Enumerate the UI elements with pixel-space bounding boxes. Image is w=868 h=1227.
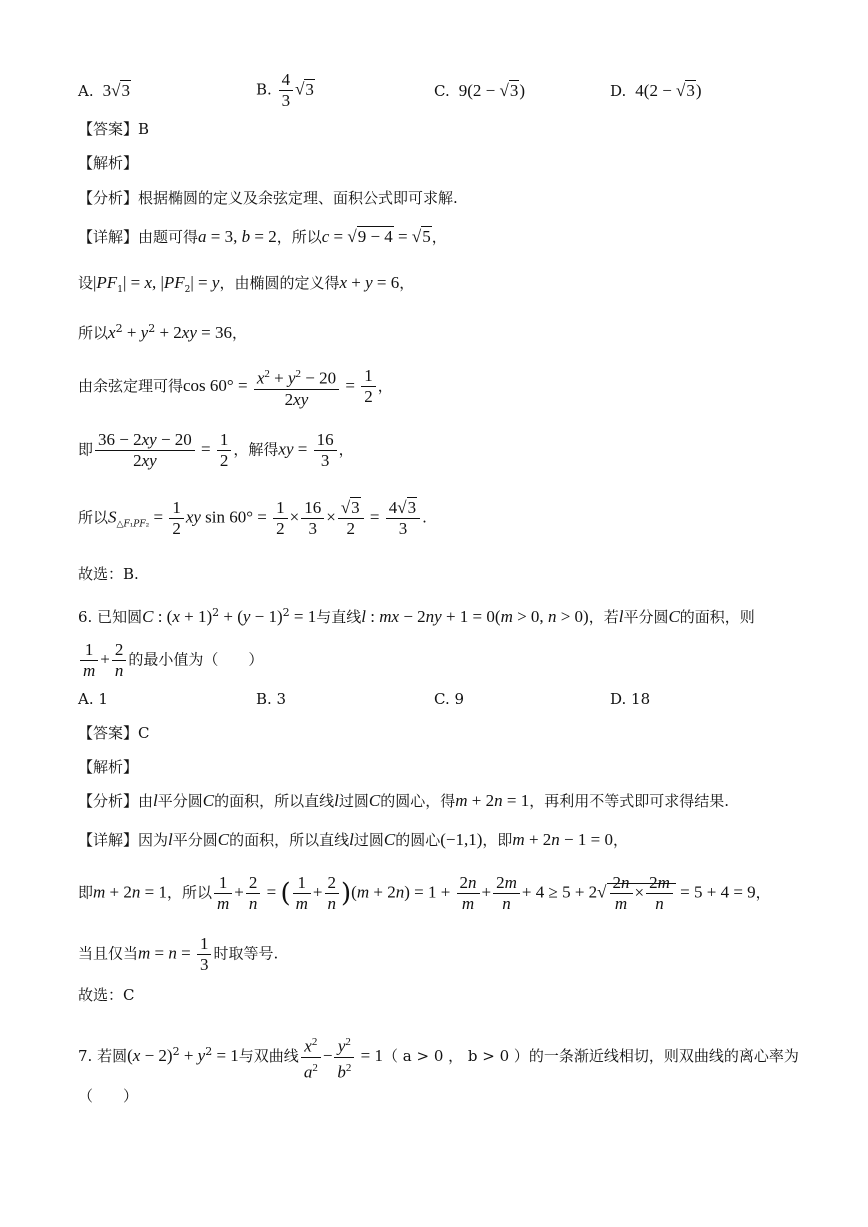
text: ，由椭圆的定义得 <box>219 274 340 292</box>
text: 【分析】由 <box>78 792 154 810</box>
q6-guxuan: 故选：C <box>78 986 135 1004</box>
text: ，所以 <box>166 883 212 902</box>
q6-option-a: A. 1 <box>78 690 108 708</box>
q6-equality: 当且仅当m = n = $\frac{1}{3}$ 时取等号. <box>78 934 279 974</box>
text: 的圆心 <box>395 831 441 849</box>
q6-stem-line2: $\frac{1}{m}$ + $\frac{2}{n}$ 的最小值为（ ） <box>78 640 263 681</box>
text: 【详解】因为 <box>78 831 169 849</box>
text: ，若 <box>588 608 619 626</box>
q5-fenxi: 【分析】根据椭圆的定义及余弦定理、面积公式即可求解. <box>78 189 458 207</box>
text: 7. 若圆 <box>78 1047 128 1066</box>
q7-stem: 7. 若圆$(x - 2)^2 + y^2 = 1$与双曲线 $\frac{x^2}{a^2}$ − $\frac{y^2}{b^2}$ = 1（ a > 0 ， b > 0 ）的一条渐近线相切，则双曲线的离心率为 <box>78 1032 799 1082</box>
text: 由余弦定理可得 <box>78 376 184 395</box>
q7-paren: （ ） <box>78 1087 139 1105</box>
q5-option-a: A. 3√3 <box>78 81 130 100</box>
text: 平分圆 <box>623 608 669 626</box>
option-letter: C. <box>434 82 450 100</box>
option-letter: B. <box>256 80 272 99</box>
text: 的圆心，得 <box>380 792 456 810</box>
q6-jiexi: 【解析】 <box>78 758 139 776</box>
q6-option-c: C. 9 <box>434 690 465 708</box>
q5-square: 所以$x^2 + y^2 + 2xy = 36$， <box>78 322 247 342</box>
text: ，再利用不等式即可求得结果. <box>529 792 729 810</box>
q5-jiexi: 【解析】 <box>78 154 139 172</box>
text: 所以 <box>78 324 109 342</box>
q5-solve: 即 $\frac{36 - 2xy - 20}{2xy}$ = $\frac{1}{2}$ ，解得xy = $\frac{16}{3}$ ， <box>78 430 354 470</box>
q6-fenxi: 【分析】由l平分圆C的面积，所以直线l过圆C的圆心，得m + 2n = 1，再利用不等式即可求得结果. <box>78 791 729 810</box>
q5-cosine: 由余弦定理可得cos 60° = $\frac{x^2 + y^2 - 20}{2xy}$ = $\frac{1}{2}$ ， <box>78 364 393 410</box>
q5-guxuan: 故选：B. <box>78 565 139 583</box>
text: ，解得 <box>233 440 279 459</box>
text: 即 <box>78 883 94 902</box>
q5-option-c: C. 9(2 − √3) <box>434 81 526 100</box>
text: 所以 <box>78 508 109 527</box>
text: 与直线 <box>316 608 362 626</box>
text: 平分圆 <box>157 792 203 810</box>
q6-option-d: D. 18 <box>610 690 651 708</box>
option-letter: A. <box>78 82 94 100</box>
text: 的面积，则 <box>679 608 755 626</box>
text: 的面积，所以直线 <box>214 792 335 810</box>
q5-area: 所以$S_{\triangle F_1PF_2}$ = $\frac{1}{2}$ xy sin 60° = $\frac{1}{2}$ × $\frac{16}{3}$ × $\frac{√3}{2}$ = $\frac{4√3}{3}$ . <box>78 498 427 538</box>
text: 与双曲线 <box>238 1047 299 1066</box>
option-letter: D. <box>610 82 627 100</box>
q5-xiangjie: 【详解】由题可得a = 3, b = 2，所以c = √9 − 4 = √5， <box>78 227 447 246</box>
text: 当且仅当 <box>78 944 139 963</box>
text: 的面积，所以直线 <box>229 831 350 849</box>
q6-inequality: 即m + 2n = 1，所以 $\frac{1}{m}$ + $\frac{2}{n}$ = ( $\frac{1}{m}$ + $\frac{2}{n}$ )(m + 2n) = 1 + $\frac{2n}{m}$ + $\frac{2m}{n}$ + 4 ≥ 5 + 2√ $\frac{2n}{m}$ × $\frac{2m}{n}$ = 5 + 4 = 9， <box>78 873 771 913</box>
q5-answer: 【答案】B <box>78 120 150 138</box>
text: 过圆 <box>338 792 369 810</box>
text: ，所以 <box>276 228 322 246</box>
q6-stem: 6. 已知圆C : $(x + 1)^2 + (y - 1)^2 = 1$与直线l : mx − 2ny + 1 = 0(m > 0, n > 0)，若l平分圆C的面积，则 <box>78 606 755 626</box>
q5-option-d: D. 4(2 − √3) <box>610 81 702 100</box>
text: ，即 <box>482 831 513 849</box>
q6-option-b: B. 3 <box>256 690 287 708</box>
text: 的最小值为（ ） <box>128 650 264 669</box>
text: 设 <box>78 274 94 292</box>
text: 时取等号. <box>213 944 279 963</box>
text: 即 <box>78 440 94 459</box>
text: 过圆 <box>353 831 384 849</box>
q6-xiangjie: 【详解】因为l平分圆C的面积，所以直线l过圆C的圆心(−1,1)，即m + 2n − 1 = 0， <box>78 830 628 849</box>
q6-answer: 【答案】C <box>78 724 150 742</box>
q5-option-b: B. $\frac{4}{3}$ √3 <box>256 70 314 110</box>
text: 【详解】由题可得 <box>78 228 199 246</box>
q5-set: 设$|PF_1| = x$, $|PF_2| = y$，由椭圆的定义得x + y = 6， <box>78 273 415 295</box>
text: 平分圆 <box>172 831 218 849</box>
text: 6. 已知圆 <box>78 608 143 626</box>
text: （ a > 0 ， b > 0 ）的一条渐近线相切，则双曲线的离心率为 <box>383 1047 799 1066</box>
